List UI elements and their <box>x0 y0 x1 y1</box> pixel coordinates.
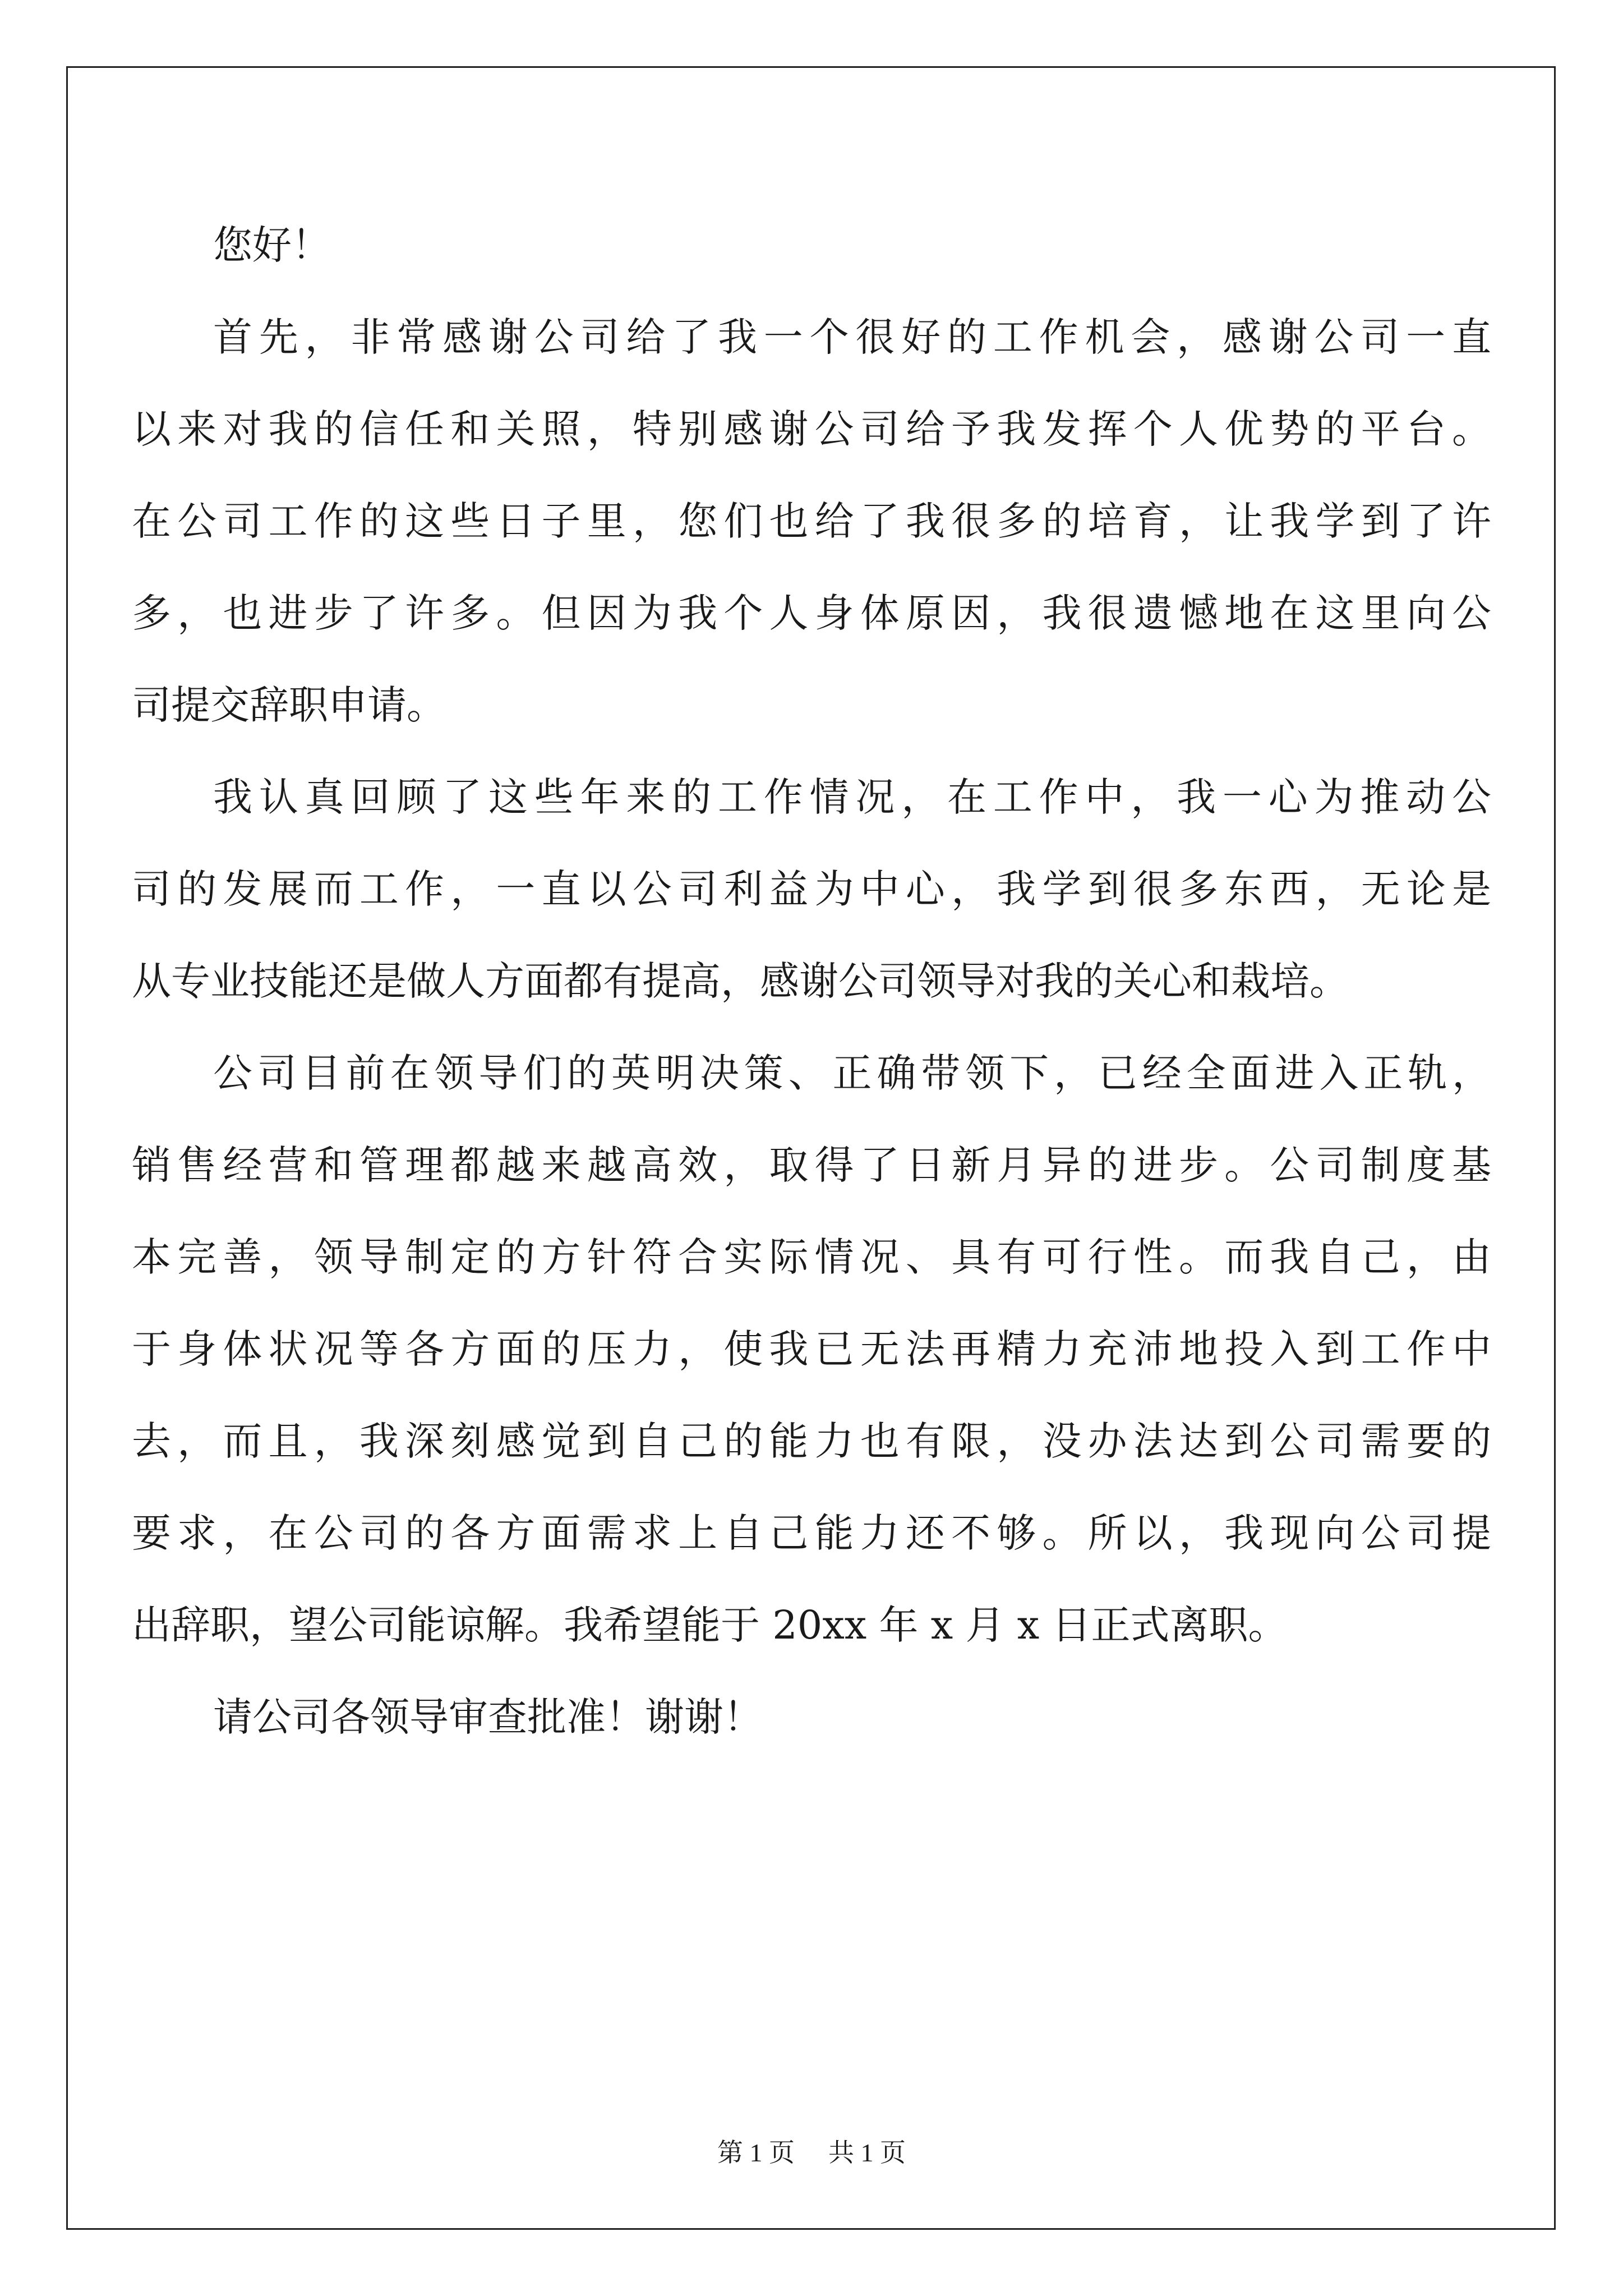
paragraph-line: 在公司工作的这些日子里，您们也给了我很多的培育，让我学到了许 <box>132 498 1491 544</box>
paragraph-line: 本完善，领导制定的方针符合实际情况、具有可行性。而我自己，由 <box>132 1234 1491 1280</box>
paragraph-line: 司提交辞职申请。 <box>132 682 446 728</box>
paragraph-line: 于身体状况等各方面的压力，使我已无法再精力充沛地投入到工作中 <box>132 1326 1491 1372</box>
paragraph-line: 去，而且，我深刻感觉到自己的能力也有限，没办法达到公司需要的 <box>132 1418 1491 1464</box>
page-number: 第 1 页 <box>717 2138 795 2167</box>
paragraph-line: 公司目前在领导们的英明决策、正确带领下，已经全面进入正轨， <box>213 1050 1491 1096</box>
paragraph-line: 出辞职，望公司能谅解。我希望能于 20xx 年 x 月 x 日正式离职。 <box>132 1602 1288 1648</box>
paragraph-line: 销售经营和管理都越来越高效，取得了日新月异的进步。公司制度基 <box>132 1142 1491 1188</box>
page-count: 共 1 页 <box>828 2138 906 2167</box>
paragraph-line: 要求，在公司的各方面需求上自己能力还不够。所以，我现向公司提 <box>132 1510 1491 1556</box>
closing-line: 请公司各领导审查批准！谢谢！ <box>213 1694 763 1740</box>
paragraph-line: 首先，非常感谢公司给了我一个很好的工作机会，感谢公司一直 <box>213 314 1491 360</box>
page-footer <box>0 2136 1623 2170</box>
letter-body <box>132 199 1491 1763</box>
paragraph-line: 司的发展而工作，一直以公司利益为中心，我学到很多东西，无论是 <box>132 866 1491 912</box>
greeting: 您好！ <box>213 222 331 268</box>
paragraph-line: 多，也进步了许多。但因为我个人身体原因，我很遗憾地在这里向公 <box>132 590 1491 636</box>
paragraph-1 <box>132 291 1491 751</box>
paragraph-2 <box>132 751 1491 1027</box>
paragraph-line: 以来对我的信任和关照，特别感谢公司给予我发挥个人优势的平台。 <box>132 406 1491 452</box>
paragraph-line: 从专业技能还是做人方面都有提高，感谢公司领导对我的关心和栽培。 <box>132 958 1349 1004</box>
paragraph-line: 我认真回顾了这些年来的工作情况，在工作中，我一心为推动公 <box>213 774 1491 820</box>
paragraph-3 <box>132 1027 1491 1671</box>
